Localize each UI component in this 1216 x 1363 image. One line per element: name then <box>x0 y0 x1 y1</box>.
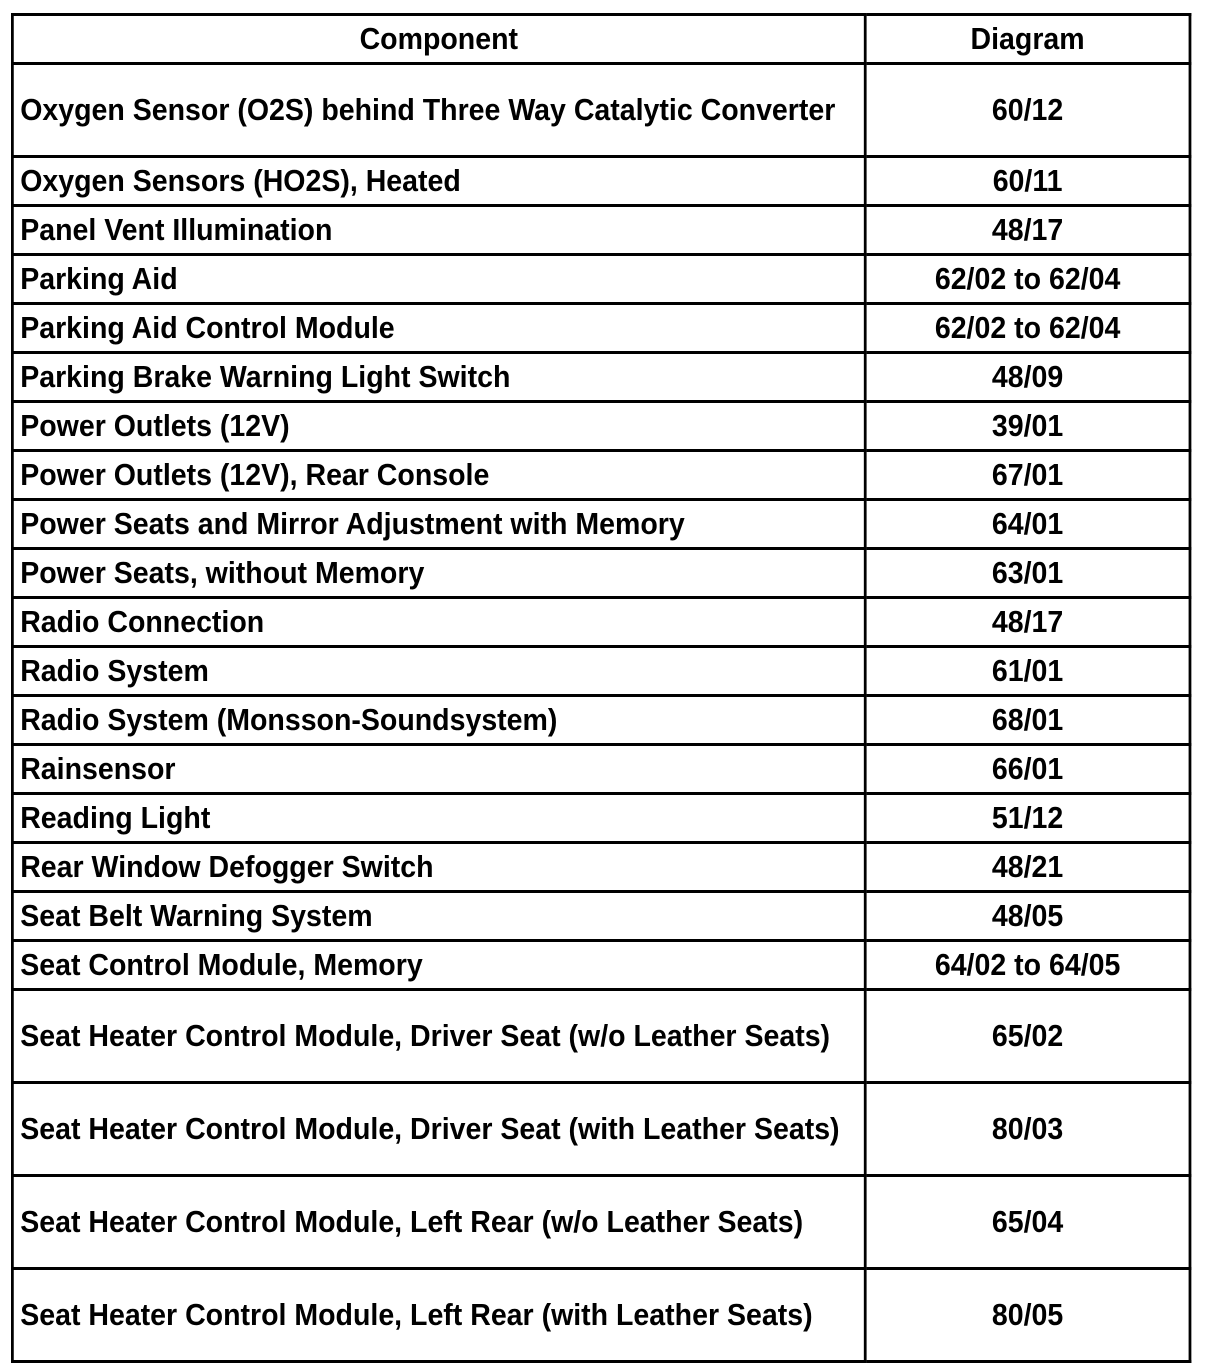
diagram-cell: 60/12 <box>865 64 1190 157</box>
component-cell: Power Outlets (12V), Rear Console <box>12 451 865 500</box>
table-row <box>12 990 1190 1083</box>
table-row <box>12 64 1190 157</box>
table-row <box>12 598 1190 647</box>
table-row <box>12 402 1190 451</box>
diagram-cell: 48/05 <box>865 892 1190 941</box>
diagram-cell: 63/01 <box>865 549 1190 598</box>
table-row <box>12 843 1190 892</box>
table-row <box>12 1083 1190 1176</box>
table-row <box>12 794 1190 843</box>
diagram-cell: 64/02 to 64/05 <box>865 941 1190 990</box>
component-diagram-table-wrapper <box>11 13 1189 1363</box>
component-cell: Radio System (Monsson-Soundsystem) <box>12 696 865 745</box>
table-body <box>12 64 1190 1362</box>
diagram-cell: 39/01 <box>865 402 1190 451</box>
component-cell: Panel Vent Illumination <box>12 206 865 255</box>
table-row <box>12 157 1190 206</box>
component-cell: Rainsensor <box>12 745 865 794</box>
table-row <box>12 206 1190 255</box>
component-cell: Radio System <box>12 647 865 696</box>
component-cell: Oxygen Sensors (HO2S), Heated <box>12 157 865 206</box>
diagram-cell: 68/01 <box>865 696 1190 745</box>
diagram-cell: 61/01 <box>865 647 1190 696</box>
table-row <box>12 892 1190 941</box>
diagram-cell: 66/01 <box>865 745 1190 794</box>
component-diagram-table <box>11 13 1191 1363</box>
component-cell: Parking Brake Warning Light Switch <box>12 353 865 402</box>
component-column-header: Component <box>12 15 865 64</box>
diagram-cell: 80/03 <box>865 1083 1190 1176</box>
component-cell: Radio Connection <box>12 598 865 647</box>
table-row <box>12 304 1190 353</box>
table-row <box>12 353 1190 402</box>
component-cell: Power Seats and Mirror Adjustment with Memory <box>12 500 865 549</box>
diagram-column-header: Diagram <box>865 15 1190 64</box>
diagram-cell: 48/09 <box>865 353 1190 402</box>
diagram-cell: 62/02 to 62/04 <box>865 304 1190 353</box>
diagram-cell: 48/17 <box>865 206 1190 255</box>
diagram-cell: 67/01 <box>865 451 1190 500</box>
component-cell: Rear Window Defogger Switch <box>12 843 865 892</box>
diagram-cell: 64/01 <box>865 500 1190 549</box>
component-cell: Seat Heater Control Module, Left Rear (with Leather Seats) <box>12 1269 865 1362</box>
component-cell: Reading Light <box>12 794 865 843</box>
diagram-cell: 48/17 <box>865 598 1190 647</box>
component-cell: Parking Aid <box>12 255 865 304</box>
table-row <box>12 941 1190 990</box>
component-cell: Seat Belt Warning System <box>12 892 865 941</box>
table-row <box>12 696 1190 745</box>
table-row <box>12 647 1190 696</box>
diagram-cell: 80/05 <box>865 1269 1190 1362</box>
table-row <box>12 745 1190 794</box>
diagram-cell: 65/04 <box>865 1176 1190 1269</box>
table-row <box>12 255 1190 304</box>
component-cell: Seat Heater Control Module, Driver Seat (w/o Leather Seats) <box>12 990 865 1083</box>
component-cell: Parking Aid Control Module <box>12 304 865 353</box>
component-cell: Seat Heater Control Module, Driver Seat (with Leather Seats) <box>12 1083 865 1176</box>
component-cell: Power Outlets (12V) <box>12 402 865 451</box>
table-row <box>12 451 1190 500</box>
diagram-cell: 51/12 <box>865 794 1190 843</box>
diagram-cell: 48/21 <box>865 843 1190 892</box>
table-row <box>12 500 1190 549</box>
table-row <box>12 1176 1190 1269</box>
component-cell: Power Seats, without Memory <box>12 549 865 598</box>
diagram-cell: 65/02 <box>865 990 1190 1083</box>
component-cell: Seat Control Module, Memory <box>12 941 865 990</box>
table-header-row <box>12 15 1190 64</box>
component-cell: Oxygen Sensor (O2S) behind Three Way Catalytic Converter <box>12 64 865 157</box>
diagram-cell: 62/02 to 62/04 <box>865 255 1190 304</box>
table-row <box>12 1269 1190 1362</box>
component-cell: Seat Heater Control Module, Left Rear (w/o Leather Seats) <box>12 1176 865 1269</box>
diagram-cell: 60/11 <box>865 157 1190 206</box>
table-row <box>12 549 1190 598</box>
